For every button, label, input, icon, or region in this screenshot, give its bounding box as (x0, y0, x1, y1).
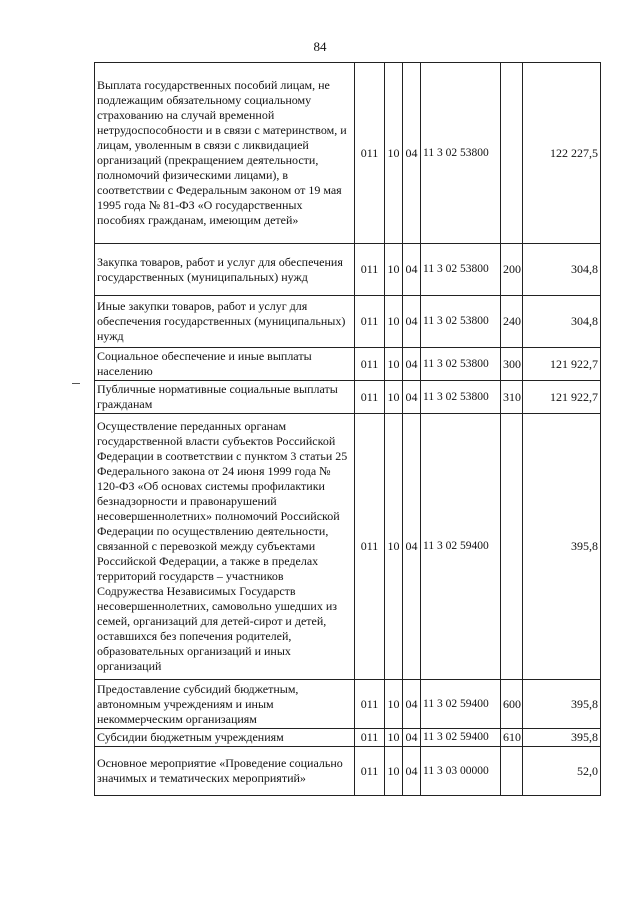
row-amount: 52,0 (523, 747, 601, 796)
row-section-code: 10 (385, 296, 403, 348)
row-section-code: 10 (385, 414, 403, 680)
budget-table (94, 62, 601, 796)
page-number: 84 (313, 39, 327, 54)
row-grbs-code: 011 (355, 348, 385, 381)
row-grbs-code: 011 (355, 244, 385, 296)
row-name: Субсидии бюджетным учреждениям (95, 729, 355, 747)
row-grbs-code: 011 (355, 680, 385, 729)
row-subsection-code: 04 (403, 296, 421, 348)
row-subsection-code: 04 (403, 680, 421, 729)
row-name: Социальное обеспечение и иные выплаты населению (95, 348, 355, 381)
row-amount: 121 922,7 (523, 381, 601, 414)
row-subsection-code: 04 (403, 747, 421, 796)
row-grbs-code: 011 (355, 747, 385, 796)
row-expense-type (501, 414, 523, 680)
row-name: Осуществление переданных органам государственной власти субъектов Российской Федерации в соответствии с пунктом 3 статьи 25 Федерального закона от 24 июня 1999 года № 120-ФЗ «Об основах системы профилактики безнадзорности и правонарушений несовершеннолетних» полномочий Российской Федерации по осуществлению деятельности, связанной с перевозкой между субъектами Российской Федерации, а также в пределах территорий государств – участников Содружества Независимых Государств несовершеннолетних, самовольно ушедших из семей, организаций для детей-сирот и детей, оставшихся без попечения родителей, образовательных организаций и иных организаций (95, 414, 355, 680)
row-grbs-code: 011 (355, 381, 385, 414)
row-name: Предоставление субсидий бюджетным, автономным учреждениям и иным некоммерческим организациям (95, 680, 355, 729)
row-amount: 395,8 (523, 680, 601, 729)
row-target-article: 11 3 03 00000 (421, 747, 501, 796)
table-row (95, 680, 601, 729)
row-section-code: 10 (385, 381, 403, 414)
row-name: Основное мероприятие «Проведение социально значимых и тематических мероприятий» (95, 747, 355, 796)
row-expense-type: 200 (501, 244, 523, 296)
row-section-code: 10 (385, 747, 403, 796)
row-target-article: 11 3 02 53800 (421, 63, 501, 244)
row-target-article: 11 3 02 53800 (421, 244, 501, 296)
row-amount: 304,8 (523, 244, 601, 296)
row-expense-type (501, 63, 523, 244)
row-expense-type: 610 (501, 729, 523, 747)
row-amount: 122 227,5 (523, 63, 601, 244)
row-subsection-code: 04 (403, 381, 421, 414)
row-expense-type: 240 (501, 296, 523, 348)
row-section-code: 10 (385, 348, 403, 381)
row-target-article: 11 3 02 59400 (421, 414, 501, 680)
table-row (95, 381, 601, 414)
row-section-code: 10 (385, 63, 403, 244)
row-expense-type: 310 (501, 381, 523, 414)
row-target-article: 11 3 02 53800 (421, 348, 501, 381)
row-target-article: 11 3 02 59400 (421, 680, 501, 729)
margin-mark (72, 383, 80, 384)
row-target-article: 11 3 02 59400 (421, 729, 501, 747)
row-grbs-code: 011 (355, 729, 385, 747)
row-name: Иные закупки товаров, работ и услуг для обеспечения государственных (муниципальных) нужд (95, 296, 355, 348)
row-section-code: 10 (385, 680, 403, 729)
row-grbs-code: 011 (355, 414, 385, 680)
row-expense-type (501, 747, 523, 796)
row-section-code: 10 (385, 729, 403, 747)
table-row (95, 414, 601, 680)
row-amount: 121 922,7 (523, 348, 601, 381)
table-row (95, 244, 601, 296)
row-amount: 395,8 (523, 729, 601, 747)
row-name: Выплата государственных пособий лицам, не подлежащим обязательному социальному страхованию на случай временной нетрудоспособности и в связи с материнством, и лицам, уволенным в связи с ликвидацией организаций (прекращением деятельности, полномочий физическими лицами), в соответствии с Федеральным законом от 19 мая 1995 года № 81-ФЗ «О государственных пособиях гражданам, имеющим детей» (95, 63, 355, 244)
row-name: Публичные нормативные социальные выплаты гражданам (95, 381, 355, 414)
row-subsection-code: 04 (403, 244, 421, 296)
row-amount: 395,8 (523, 414, 601, 680)
table-row (95, 348, 601, 381)
row-grbs-code: 011 (355, 63, 385, 244)
row-target-article: 11 3 02 53800 (421, 296, 501, 348)
table-row (95, 747, 601, 796)
row-target-article: 11 3 02 53800 (421, 381, 501, 414)
row-expense-type: 300 (501, 348, 523, 381)
row-amount: 304,8 (523, 296, 601, 348)
row-grbs-code: 011 (355, 296, 385, 348)
row-section-code: 10 (385, 244, 403, 296)
row-name: Закупка товаров, работ и услуг для обеспечения государственных (муниципальных) нужд (95, 244, 355, 296)
table-row (95, 296, 601, 348)
table-body (95, 63, 601, 796)
table-row (95, 63, 601, 244)
row-subsection-code: 04 (403, 63, 421, 244)
row-expense-type: 600 (501, 680, 523, 729)
row-subsection-code: 04 (403, 729, 421, 747)
row-subsection-code: 04 (403, 348, 421, 381)
row-subsection-code: 04 (403, 414, 421, 680)
table-row (95, 729, 601, 747)
